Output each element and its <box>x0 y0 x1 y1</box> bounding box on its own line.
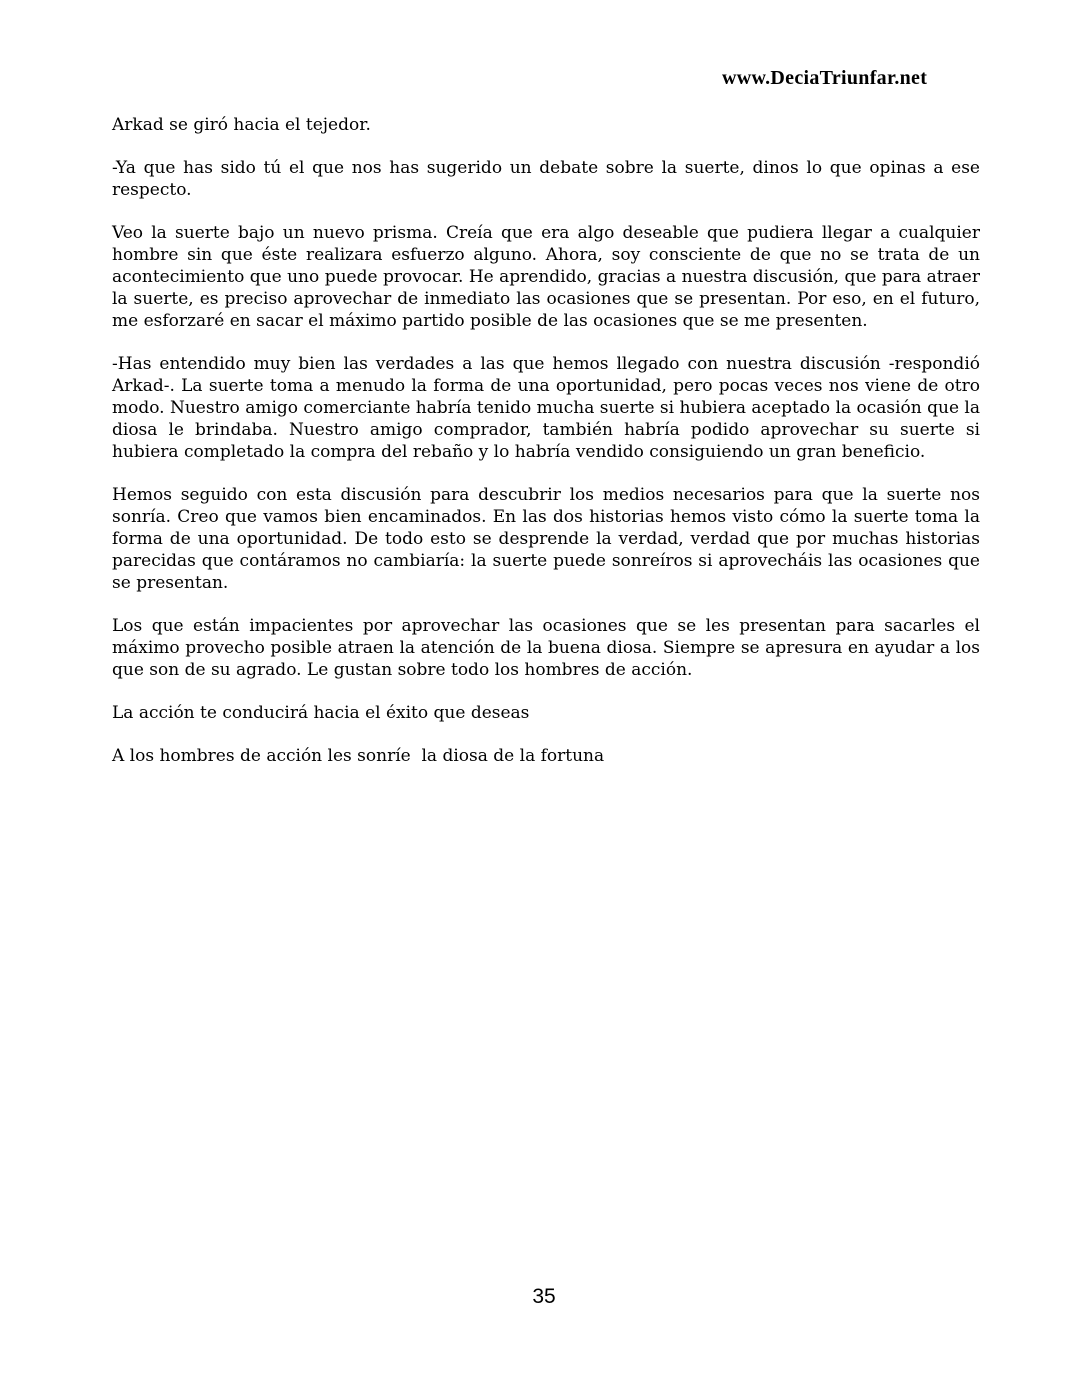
paragraph-8: A los hombres de acción les sonríe la diosa de la fortuna <box>112 746 605 766</box>
page-number: 35 <box>532 1285 556 1308</box>
paragraph-7: La acción te conducirá hacia el éxito que deseas <box>112 703 530 723</box>
paragraph-6: Los que están impacientes por aprovechar las ocasiones que se les presentan para sacarles el máximo provecho posible atraen la atención de la buena diosa. Siempre se apresura en ayudar a los que son de su agrado. Le gustan sobre todo los hombres de acción. <box>112 616 980 680</box>
header-website: www.DeciaTriunfar.net <box>722 67 928 89</box>
paragraph-3: Veo la suerte bajo un nuevo prisma. Creía que era algo deseable que pudiera llegar a cualquier hombre sin que éste realizara esfuerzo alguno. Ahora, soy consciente de que no se trata de un acontecimiento que uno puede provocar. He aprendido, gracias a nuestra discusión, que para atraer la suerte, es preciso aprovechar de inmediato las ocasiones que se presentan. Por eso, en el futuro, me esforzaré en sacar el máximo partido posible de las ocasiones que se me presenten. <box>112 223 980 331</box>
paragraph-4: -Has entendido muy bien las verdades a las que hemos llegado con nuestra discusión -respondió Arkad-. La suerte toma a menudo la forma de una oportunidad, pero pocas veces nos viene de otro modo. Nuestro amigo comerciante habría tenido mucha suerte si hubiera aceptado la ocasión que la diosa le brindaba. Nuestro amigo comprador, también habría podido aprovechar su suerte si hubiera completado la compra del rebaño y lo habría vendido consiguiendo un gran beneficio. <box>112 354 980 462</box>
paragraph-2: -Ya que has sido tú el que nos has sugerido un debate sobre la suerte, dinos lo que opinas a ese respecto. <box>112 158 980 200</box>
page-body <box>112 114 980 788</box>
paragraph-1: Arkad se giró hacia el tejedor. <box>112 115 371 135</box>
paragraph-5: Hemos seguido con esta discusión para descubrir los medios necesarios para que la suerte nos sonría. Creo que vamos bien encaminados. En las dos historias hemos visto cómo la suerte toma la forma de una oportunidad. De todo esto se desprende la verdad, verdad que por muchas historias parecidas que contáramos no cambiaría: la suerte puede sonreíros si aprovecháis las ocasiones que se presentan. <box>112 485 980 593</box>
